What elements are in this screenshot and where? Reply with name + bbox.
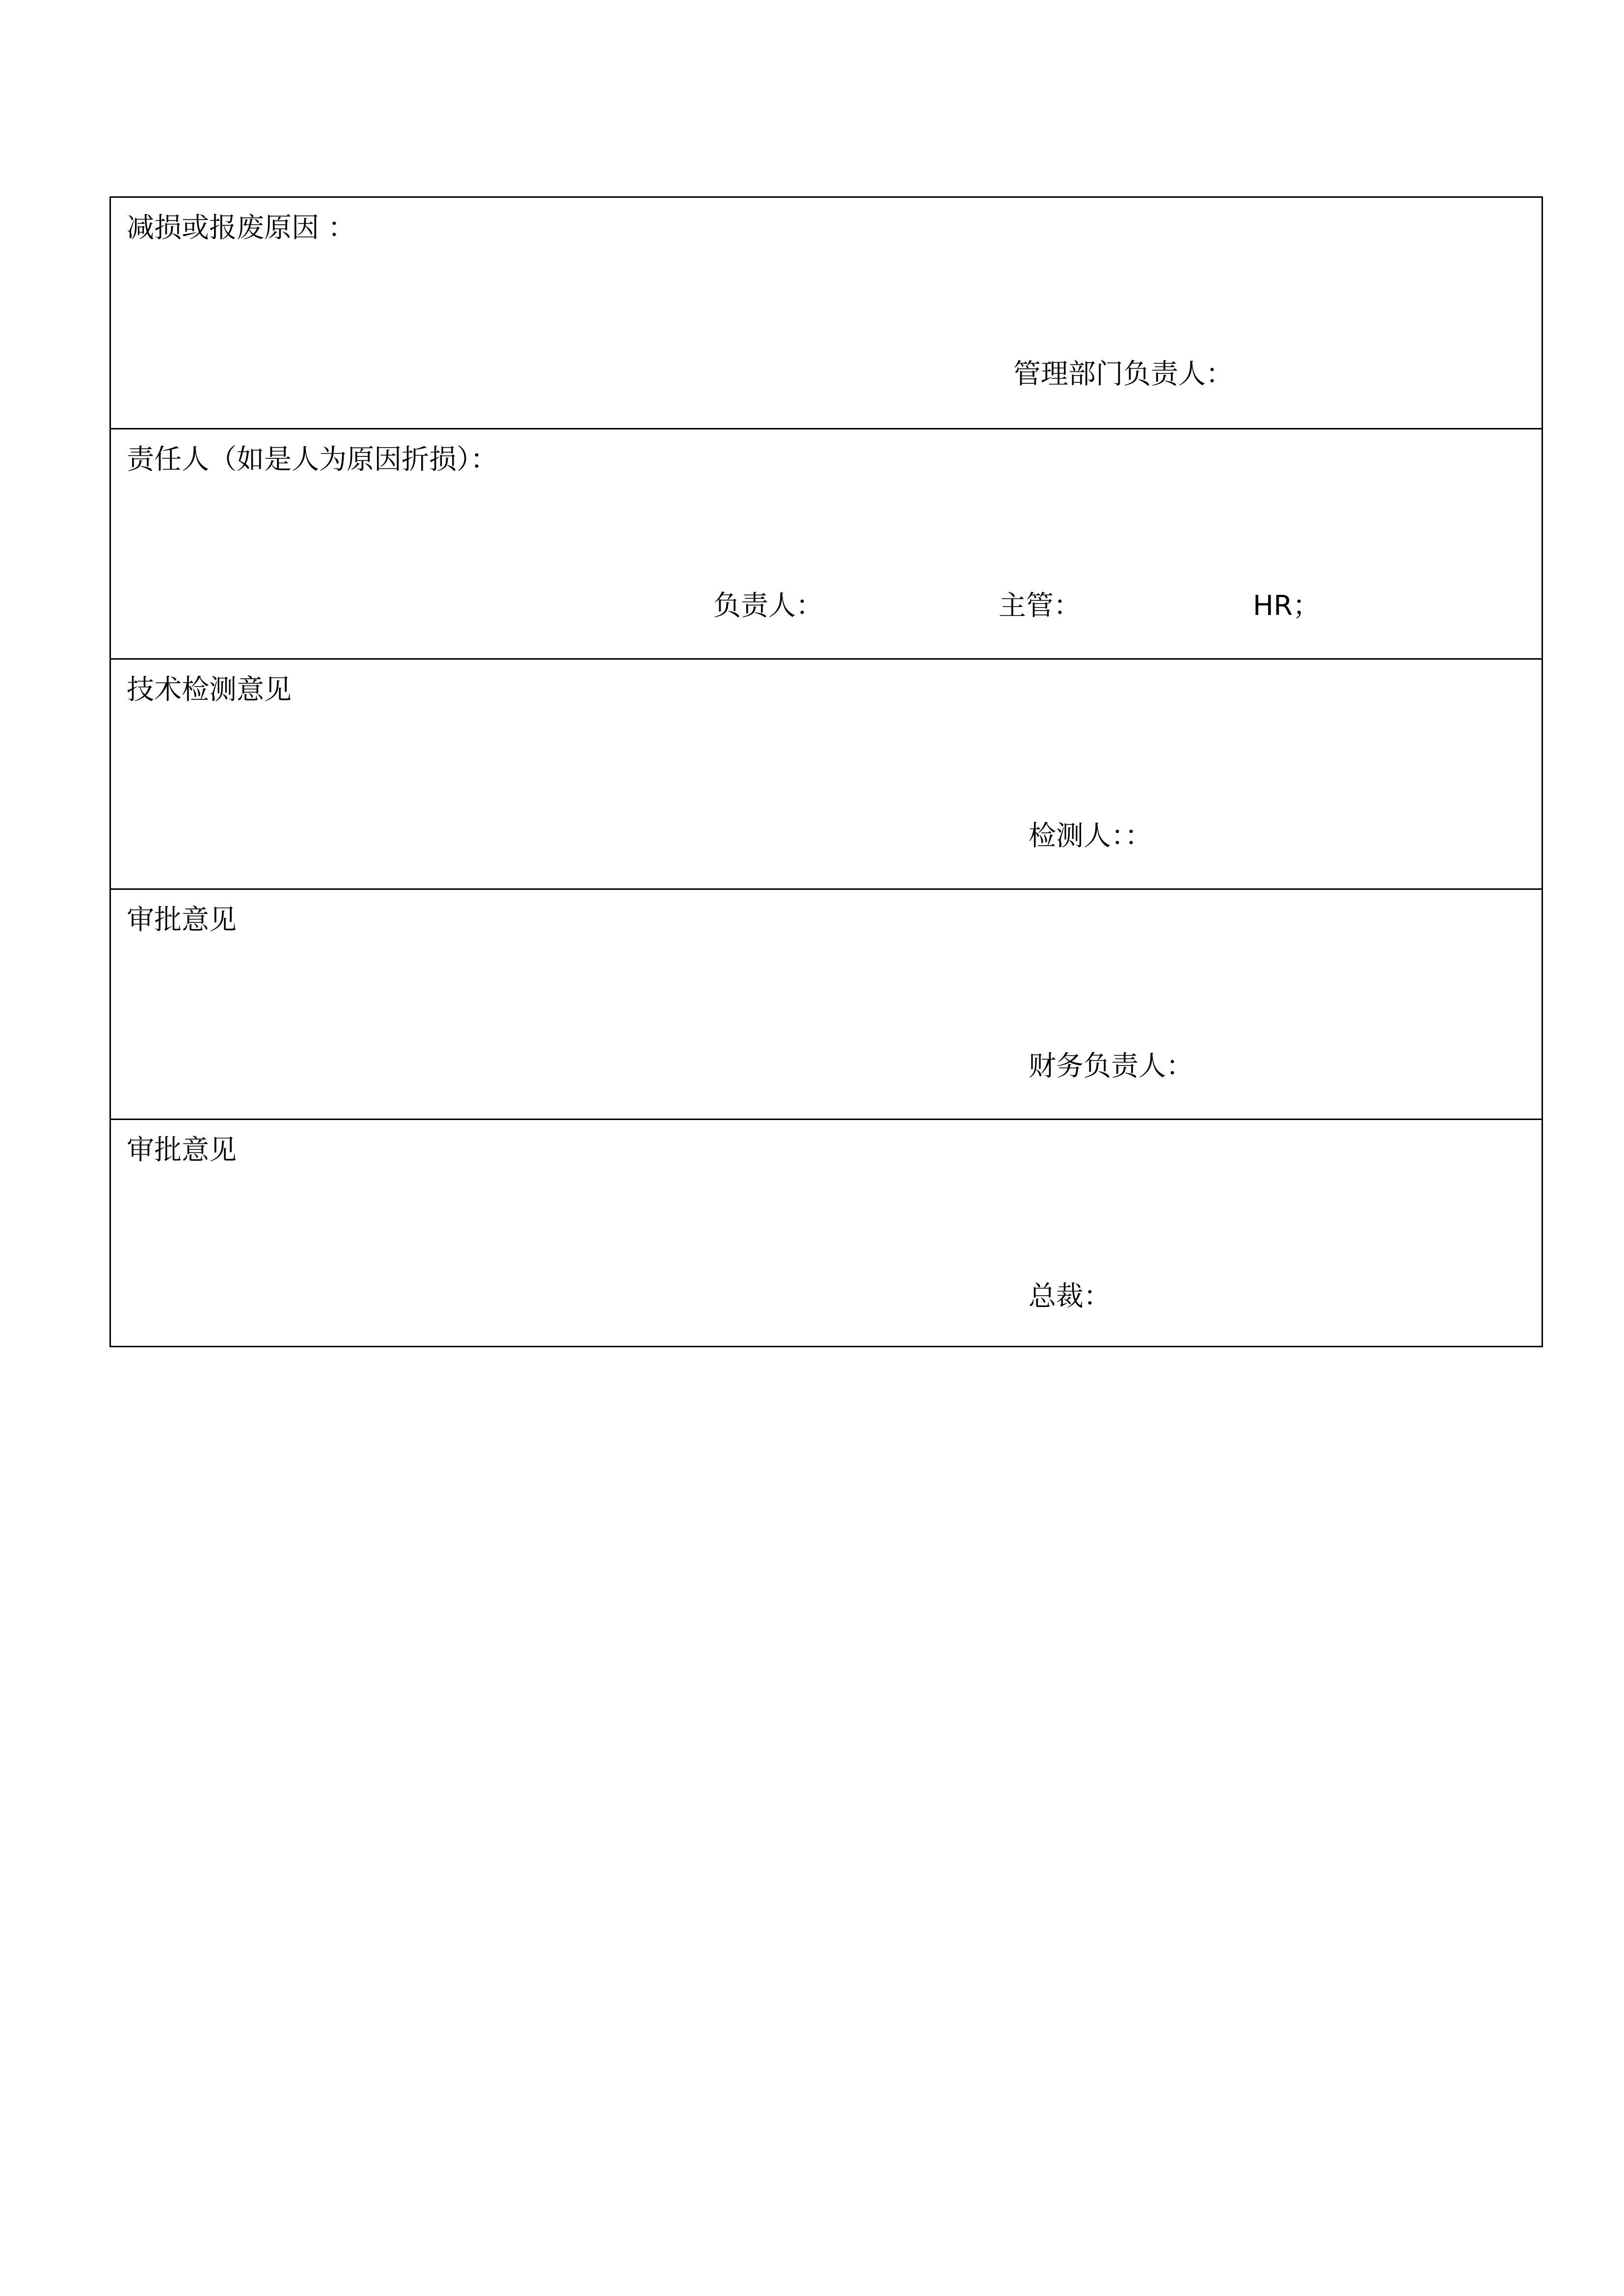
finance-approval-section [111,888,1542,1119]
person-in-charge-signature-label: 负责人： [713,590,823,622]
reduction-reason-section [111,198,1542,428]
hr-signature-label: HR； [1253,590,1321,622]
technical-inspection-section [111,658,1542,888]
dept-manager-signature-label: 管理部门负责人： [1013,358,1233,390]
finance-approval-heading: 审批意见 [127,904,237,936]
inspector-signature-label: 检测人：： [1029,820,1152,852]
president-approval-heading: 审批意见 [127,1134,237,1166]
responsible-person-section [111,428,1542,658]
asset-reduction-form-table [109,196,1543,1347]
supervisor-signature-label: 主管： [999,590,1081,622]
reduction-reason-heading: 减损或报废原因 ： [127,212,355,244]
responsible-person-heading: 责任人（如是人为原因折损）： [127,444,498,476]
president-signature-label: 总裁： [1029,1281,1111,1312]
technical-inspection-heading: 技术检测意见 [127,674,292,706]
president-approval-section [111,1119,1542,1349]
finance-manager-signature-label: 财务负责人： [1029,1050,1193,1082]
